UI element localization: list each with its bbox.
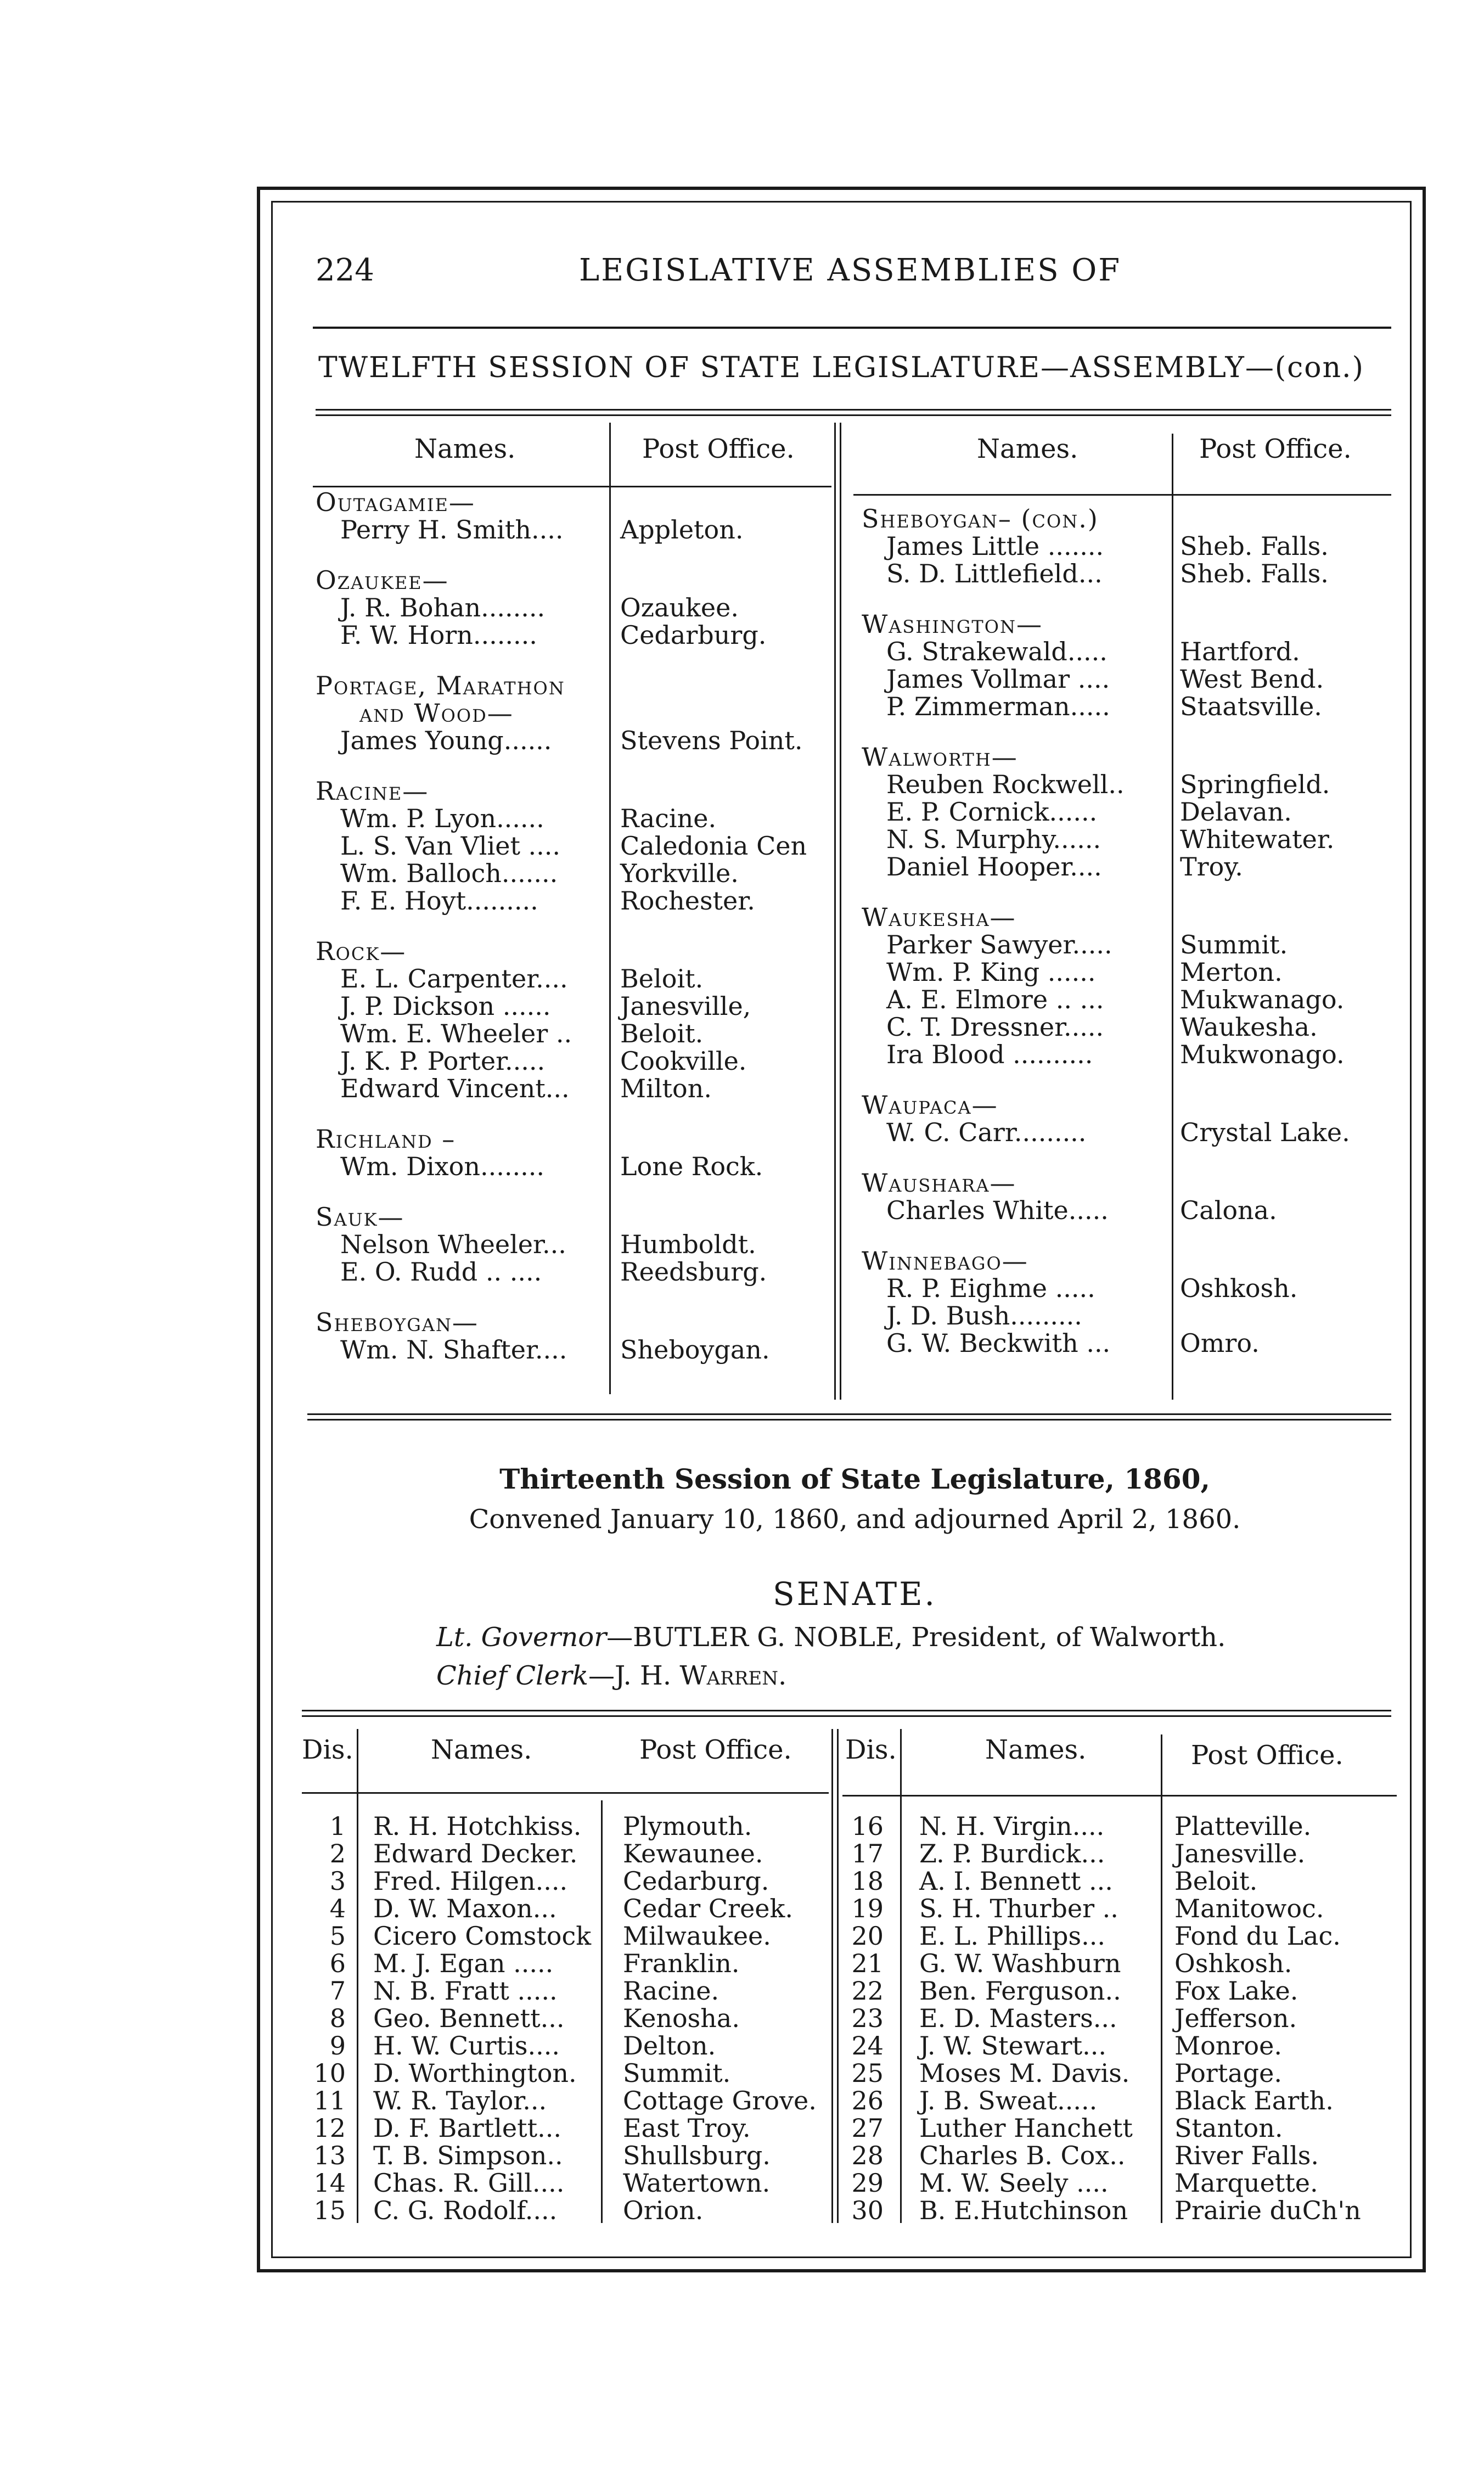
member-post-office: Mukwonago. <box>1180 1040 1345 1069</box>
member-post-office: Cookville. <box>620 1046 747 1076</box>
member-post-office: Racine. <box>620 804 717 833</box>
member-post-office: Summit. <box>1180 930 1288 959</box>
member-name: L. S. Van Vliet .... <box>340 831 561 861</box>
county-heading <box>862 610 1397 638</box>
member-row <box>862 771 1397 798</box>
senate-member-name: Charles B. Cox.. <box>919 2141 1126 2170</box>
assembly-col-post-office-right: Post Office. <box>1199 434 1352 464</box>
assembly-vline-center-2 <box>840 423 841 1400</box>
member-row <box>316 992 831 1020</box>
senate-district: 7 <box>329 1976 346 2006</box>
senate-member-name: T. B. Simpson.. <box>373 2141 563 2170</box>
county-name: Sheboygan— <box>316 1307 479 1337</box>
member-post-office: Mukwanago. <box>1180 985 1345 1014</box>
senate-post-office: Janesville. <box>1174 1839 1306 1868</box>
member-row <box>862 1013 1397 1041</box>
senate-district: 2 <box>329 1839 346 1868</box>
senate-col-names-right: Names. <box>985 1734 1087 1765</box>
member-post-office: Sheb. Falls. <box>1180 559 1329 588</box>
member-name: P. Zimmerman..... <box>886 692 1110 721</box>
member-row <box>862 931 1397 958</box>
assembly-vline-center-1 <box>834 423 836 1400</box>
county-name: Washington— <box>862 609 1043 639</box>
senate-member-name: M. W. Seely .... <box>919 2168 1109 2198</box>
senate-district: 12 <box>313 2113 346 2143</box>
member-row <box>862 986 1397 1013</box>
member-post-office: Calona. <box>1180 1195 1277 1225</box>
member-name: Reuben Rockwell.. <box>886 770 1125 799</box>
county-heading <box>316 489 831 516</box>
member-row <box>316 516 831 543</box>
senate-post-office: Beloit. <box>1174 1866 1258 1896</box>
senate-member-name: Moses M. Davis. <box>919 2058 1130 2088</box>
member-name: Nelson Wheeler... <box>340 1230 566 1259</box>
county-name: Sheboygan– (con.) <box>862 504 1099 534</box>
senate-vline-names-left <box>601 1800 603 2223</box>
senate-post-office: Fond du Lac. <box>1174 1921 1341 1951</box>
senate-district: 4 <box>329 1894 346 1923</box>
senate-district: 21 <box>851 1949 884 1978</box>
senate-post-office: East Troy. <box>623 2113 751 2143</box>
senate-district: 11 <box>313 2086 346 2115</box>
senate-post-office: Shullsburg. <box>623 2141 771 2170</box>
senate-col-dis-right: Dis. <box>845 1734 897 1765</box>
assembly-bottom-rule-2 <box>307 1419 1391 1421</box>
member-row <box>316 1020 831 1047</box>
county-heading <box>316 1203 831 1231</box>
assembly-col-names-right: Names. <box>977 434 1078 464</box>
member-row <box>316 860 831 887</box>
senate-member-name: Luther Hanchett <box>919 2113 1133 2143</box>
senate-top-rule-1 <box>302 1710 1391 1711</box>
title-rule-1 <box>316 409 1391 411</box>
member-name: E. O. Rudd .. .... <box>340 1257 542 1287</box>
header-rule <box>313 327 1391 329</box>
member-name: J. K. P. Porter..... <box>340 1046 546 1076</box>
senate-member-name: D. Worthington. <box>373 2058 577 2088</box>
member-name: J. R. Bohan........ <box>340 593 546 622</box>
member-post-office: Beloit. <box>620 1019 704 1048</box>
spacer <box>862 1068 1397 1091</box>
member-name: James Little ....... <box>886 531 1104 561</box>
senate-vline-center-1 <box>831 1729 833 2223</box>
member-name: Wm. P. King ...... <box>886 957 1096 987</box>
member-name: Ira Blood .......... <box>886 1040 1093 1069</box>
member-name: E. L. Carpenter.... <box>340 964 568 993</box>
spacer <box>316 649 831 672</box>
page-header <box>316 242 1399 296</box>
senate-post-office: Monroe. <box>1174 2031 1282 2061</box>
member-name: Parker Sawyer..... <box>886 930 1112 959</box>
senate-member-name: Edward Decker. <box>373 1839 578 1868</box>
senate-post-office: Prairie duCh'n <box>1174 2196 1361 2225</box>
spacer <box>316 914 831 938</box>
assembly-table <box>313 423 1397 1411</box>
senate-member-name: W. R. Taylor... <box>373 2086 547 2115</box>
senate-table <box>302 1713 1399 2234</box>
senate-member-name: B. E.Hutchinson <box>919 2196 1128 2225</box>
senate-vline-dis-right <box>900 1729 902 2223</box>
member-row <box>862 1119 1397 1146</box>
twelfth-session-title: TWELFTH SESSION OF STATE LEGISLATURE—ASSEMBLY—(con.) <box>318 351 1364 384</box>
member-name: Wm. Dixon........ <box>340 1152 544 1181</box>
senate-post-office: Kewaunee. <box>623 1839 763 1868</box>
member-row <box>862 1302 1397 1329</box>
member-post-office: Hartford. <box>1180 637 1300 666</box>
member-post-office: Humboldt. <box>620 1230 756 1259</box>
member-row <box>862 1197 1397 1224</box>
senate-district: 13 <box>313 2141 346 2170</box>
member-name: Wm. E. Wheeler .. <box>340 1019 572 1048</box>
member-name: F. E. Hoyt......... <box>340 886 538 916</box>
county-name: Richland – <box>316 1124 456 1154</box>
county-name: Sauk— <box>316 1202 404 1232</box>
thirteenth-session-title: Thirteenth Session of State Legislature, 1860, <box>499 1463 1210 1495</box>
spacer <box>316 1180 831 1203</box>
member-name: F. W. Horn........ <box>340 620 537 650</box>
senate-member-name: G. W. Washburn <box>919 1949 1121 1978</box>
assembly-right-column <box>862 505 1397 1357</box>
member-name: R. P. Eighme ..... <box>886 1273 1095 1303</box>
county-name: Ozaukee— <box>316 565 449 595</box>
member-row <box>316 1336 831 1363</box>
county-heading <box>316 938 831 965</box>
senate-vline-center-2 <box>837 1729 839 2223</box>
county-name: Racine— <box>316 776 429 806</box>
senate-member-name: D. F. Bartlett... <box>373 2113 561 2143</box>
member-post-office: Sheb. Falls. <box>1180 531 1329 561</box>
member-name: Charles White..... <box>886 1195 1109 1225</box>
member-row <box>316 1231 831 1258</box>
county-name: Waupaca— <box>862 1090 998 1120</box>
senate-member-name: J. B. Sweat..... <box>919 2086 1098 2115</box>
senate-district: 24 <box>851 2031 884 2061</box>
member-row <box>316 1153 831 1180</box>
senate-post-office: Cedar Creek. <box>623 1894 794 1923</box>
senate-colhead-rule-right <box>842 1795 1397 1797</box>
member-row <box>316 887 831 914</box>
senate-district: 20 <box>851 1921 884 1951</box>
assembly-col-post-office-left: Post Office. <box>642 434 795 464</box>
member-row <box>862 798 1397 826</box>
senate-vline-dis-left <box>357 1729 358 2223</box>
spacer <box>316 754 831 777</box>
senate-member-name: H. W. Curtis.... <box>373 2031 560 2061</box>
running-head: LEGISLATIVE ASSEMBLIES OF <box>579 252 1122 288</box>
member-name: J. P. Dickson ...... <box>340 991 551 1021</box>
senate-district: 6 <box>329 1949 346 1978</box>
member-post-office: Springfield. <box>1180 770 1330 799</box>
county-heading <box>862 1247 1397 1275</box>
county-heading <box>316 1309 831 1336</box>
lt-governor-line <box>436 1622 1226 1653</box>
senate-post-office: Stanton. <box>1174 2113 1283 2143</box>
member-post-office: Ozaukee. <box>620 593 739 622</box>
chief-clerk-line <box>436 1660 786 1691</box>
senate-district: 8 <box>329 2003 346 2033</box>
county-heading <box>862 1091 1397 1119</box>
member-post-office: Rochester. <box>620 886 755 916</box>
member-row <box>862 638 1397 665</box>
member-row <box>862 826 1397 853</box>
senate-post-office: Cedarburg. <box>623 1866 769 1896</box>
spacer <box>316 1285 831 1309</box>
senate-post-office: River Falls. <box>1174 2141 1319 2170</box>
senate-member-name: J. W. Stewart... <box>919 2031 1106 2061</box>
member-row <box>316 594 831 621</box>
member-post-office: Oshkosh. <box>1180 1273 1298 1303</box>
lt-governor-label: Lt. Governor <box>436 1622 607 1653</box>
member-post-office: Caledonia Cen <box>620 831 807 861</box>
county-name: Rock— <box>316 936 407 966</box>
lt-governor-text: —BUTLER G. NOBLE, President, of Walworth. <box>606 1622 1226 1653</box>
convened-line: Convened January 10, 1860, and adjourned April 2, 1860. <box>469 1504 1241 1535</box>
member-name: G. Strakewald..... <box>886 637 1108 666</box>
member-post-office: Sheboygan. <box>620 1335 770 1365</box>
senate-district: 26 <box>851 2086 884 2115</box>
member-post-office: Beloit. <box>620 964 704 993</box>
senate-district: 1 <box>329 1811 346 1841</box>
title-rule-2 <box>316 414 1391 416</box>
spacer <box>862 587 1397 610</box>
assembly-col-names-left: Names. <box>414 434 516 464</box>
senate-member-name: D. W. Maxon... <box>373 1894 557 1923</box>
county-name: Portage, Marathon <box>316 671 565 700</box>
senate-district: 17 <box>851 1839 884 1868</box>
county-heading <box>316 777 831 805</box>
senate-member-name: E. L. Phillips... <box>919 1921 1105 1951</box>
member-post-office: Cedarburg. <box>620 620 767 650</box>
member-post-office: Waukesha. <box>1180 1012 1318 1042</box>
member-post-office: Stevens Point. <box>620 726 803 755</box>
county-heading <box>316 566 831 594</box>
member-row <box>316 621 831 649</box>
member-post-office: Omro. <box>1180 1328 1260 1358</box>
member-name: James Vollmar .... <box>886 664 1110 694</box>
senate-post-office: Oshkosh. <box>1174 1949 1292 1978</box>
member-name: N. S. Murphy...... <box>886 824 1101 854</box>
member-post-office: Merton. <box>1180 957 1283 987</box>
senate-district: 27 <box>851 2113 884 2143</box>
member-post-office: Yorkville. <box>620 858 739 888</box>
member-row <box>862 958 1397 986</box>
senate-district: 22 <box>851 1976 884 2006</box>
senate-heading: SENATE. <box>773 1575 937 1613</box>
member-name: W. C. Carr......... <box>886 1118 1087 1147</box>
senate-district: 29 <box>851 2168 884 2198</box>
senate-district: 25 <box>851 2058 884 2088</box>
senate-post-office: Portage. <box>1174 2058 1282 2088</box>
senate-district: 14 <box>313 2168 346 2198</box>
member-post-office: Whitewater. <box>1180 824 1335 854</box>
senate-district: 19 <box>851 1894 884 1923</box>
senate-member-name: Fred. Hilgen.... <box>373 1866 568 1896</box>
member-post-office: Lone Rock. <box>620 1152 763 1181</box>
county-heading <box>316 1125 831 1153</box>
county-name: Winnebago— <box>862 1246 1028 1276</box>
senate-post-office: Watertown. <box>623 2168 771 2198</box>
senate-colhead-rule-left <box>302 1792 829 1794</box>
senate-col-names-left: Names. <box>431 1734 532 1765</box>
senate-post-office: Orion. <box>623 2196 704 2225</box>
county-name: and Wood— <box>359 698 514 728</box>
senate-vline-names-right <box>1161 1734 1162 2223</box>
member-row <box>316 1258 831 1285</box>
member-post-office: Janesville, <box>620 991 751 1021</box>
member-row <box>862 560 1397 587</box>
member-row <box>862 853 1397 880</box>
senate-post-office: Marquette. <box>1174 2168 1318 2198</box>
county-name: Waukesha— <box>862 902 1016 932</box>
spacer <box>316 543 831 566</box>
member-name: Edward Vincent... <box>340 1074 570 1103</box>
senate-member-name: Chas. R. Gill.... <box>373 2168 565 2198</box>
senate-member-name: M. J. Egan ..... <box>373 1949 554 1978</box>
senate-district: 5 <box>329 1921 346 1951</box>
senate-post-office: Delton. <box>623 2031 716 2061</box>
member-row <box>862 1329 1397 1357</box>
member-row <box>862 1041 1397 1068</box>
senate-member-name: S. H. Thurber .. <box>919 1894 1118 1923</box>
county-name: Waushara— <box>862 1168 1016 1198</box>
member-post-office: Milton. <box>620 1074 712 1103</box>
county-heading <box>862 1169 1397 1197</box>
senate-post-office: Jefferson. <box>1174 2003 1297 2033</box>
senate-post-office: Franklin. <box>623 1949 740 1978</box>
member-row <box>316 805 831 832</box>
senate-col-post-office-left: Post Office. <box>639 1734 792 1765</box>
senate-col-dis-left: Dis. <box>302 1734 353 1765</box>
senate-post-office: Milwaukee. <box>623 1921 771 1951</box>
senate-district: 9 <box>329 2031 346 2061</box>
chief-clerk-text: —J. H. Warren. <box>588 1660 787 1691</box>
senate-district: 10 <box>313 2058 346 2088</box>
county-name: Outagamie— <box>316 487 475 517</box>
member-row <box>316 1047 831 1075</box>
member-post-office: Appleton. <box>620 515 744 544</box>
senate-member-name: C. G. Rodolf.... <box>373 2196 558 2225</box>
senate-district: 18 <box>851 1866 884 1896</box>
senate-district: 30 <box>851 2196 884 2225</box>
county-heading <box>316 672 831 699</box>
member-name: C. T. Dressner..... <box>886 1012 1104 1042</box>
spacer <box>862 720 1397 743</box>
member-row <box>862 532 1397 560</box>
member-name: S. D. Littlefield... <box>886 559 1103 588</box>
member-post-office: West Bend. <box>1180 664 1324 694</box>
spacer <box>862 1224 1397 1247</box>
senate-post-office: Black Earth. <box>1174 2086 1334 2115</box>
spacer <box>862 1146 1397 1169</box>
senate-member-name: Geo. Bennett... <box>373 2003 565 2033</box>
senate-post-office: Cottage Grove. <box>623 2086 817 2115</box>
county-heading <box>316 699 831 727</box>
senate-post-office: Racine. <box>623 1976 719 2006</box>
county-heading <box>862 903 1397 931</box>
senate-district: 3 <box>329 1866 346 1896</box>
member-post-office: Reedsburg. <box>620 1257 767 1287</box>
member-row <box>316 832 831 860</box>
member-name: Wm. Balloch....... <box>340 858 558 888</box>
member-name: Daniel Hooper.... <box>886 852 1102 882</box>
member-row <box>862 693 1397 720</box>
senate-district: 16 <box>851 1811 884 1841</box>
member-name: J. D. Bush......... <box>886 1301 1082 1331</box>
spacer <box>316 1102 831 1125</box>
member-name: G. W. Beckwith ... <box>886 1328 1111 1358</box>
member-name: Wm. N. Shafter.... <box>340 1335 567 1365</box>
senate-col-post-office-right: Post Office. <box>1191 1740 1344 1771</box>
member-post-office: Troy. <box>1180 852 1243 882</box>
senate-post-office: Fox Lake. <box>1174 1976 1298 2006</box>
member-name: James Young...... <box>340 726 552 755</box>
senate-post-office: Kenosha. <box>623 2003 740 2033</box>
county-name: Walworth— <box>862 742 1018 772</box>
member-name: Perry H. Smith.... <box>340 515 564 544</box>
senate-member-name: N. H. Virgin.... <box>919 1811 1105 1841</box>
senate-post-office: Manitowoc. <box>1174 1894 1324 1923</box>
spacer <box>862 880 1397 903</box>
senate-district: 28 <box>851 2141 884 2170</box>
senate-post-office: Platteville. <box>1174 1811 1312 1841</box>
senate-member-name: E. D. Masters... <box>919 2003 1117 2033</box>
senate-district: 23 <box>851 2003 884 2033</box>
senate-member-name: N. B. Fratt ..... <box>373 1976 558 2006</box>
senate-post-office: Summit. <box>623 2058 731 2088</box>
member-name: A. E. Elmore .. ... <box>886 985 1104 1014</box>
senate-member-name: Cicero Comstock <box>373 1921 592 1951</box>
member-row <box>862 665 1397 693</box>
senate-member-name: Z. P. Burdick... <box>919 1839 1105 1868</box>
member-row <box>862 1275 1397 1302</box>
member-post-office: Staatsville. <box>1180 692 1322 721</box>
senate-member-name: A. I. Bennett ... <box>919 1866 1113 1896</box>
county-heading <box>862 743 1397 771</box>
senate-member-name: R. H. Hotchkiss. <box>373 1811 582 1841</box>
page-number: 224 <box>316 252 374 288</box>
chief-clerk-label: Chief Clerk <box>436 1660 588 1691</box>
senate-member-name: Ben. Ferguson.. <box>919 1976 1121 2006</box>
member-row <box>316 1075 831 1102</box>
senate-district: 15 <box>313 2196 346 2225</box>
assembly-bottom-rule-1 <box>307 1413 1391 1415</box>
county-heading <box>862 505 1397 532</box>
member-row <box>316 965 831 992</box>
member-post-office: Delavan. <box>1180 797 1292 827</box>
member-name: Wm. P. Lyon...... <box>340 804 544 833</box>
assembly-colhead-rule-right <box>853 494 1391 496</box>
member-post-office: Crystal Lake. <box>1180 1118 1350 1147</box>
senate-post-office: Plymouth. <box>623 1811 752 1841</box>
assembly-left-column <box>316 489 831 1363</box>
member-row <box>316 727 831 754</box>
member-name: E. P. Cornick...... <box>886 797 1098 827</box>
